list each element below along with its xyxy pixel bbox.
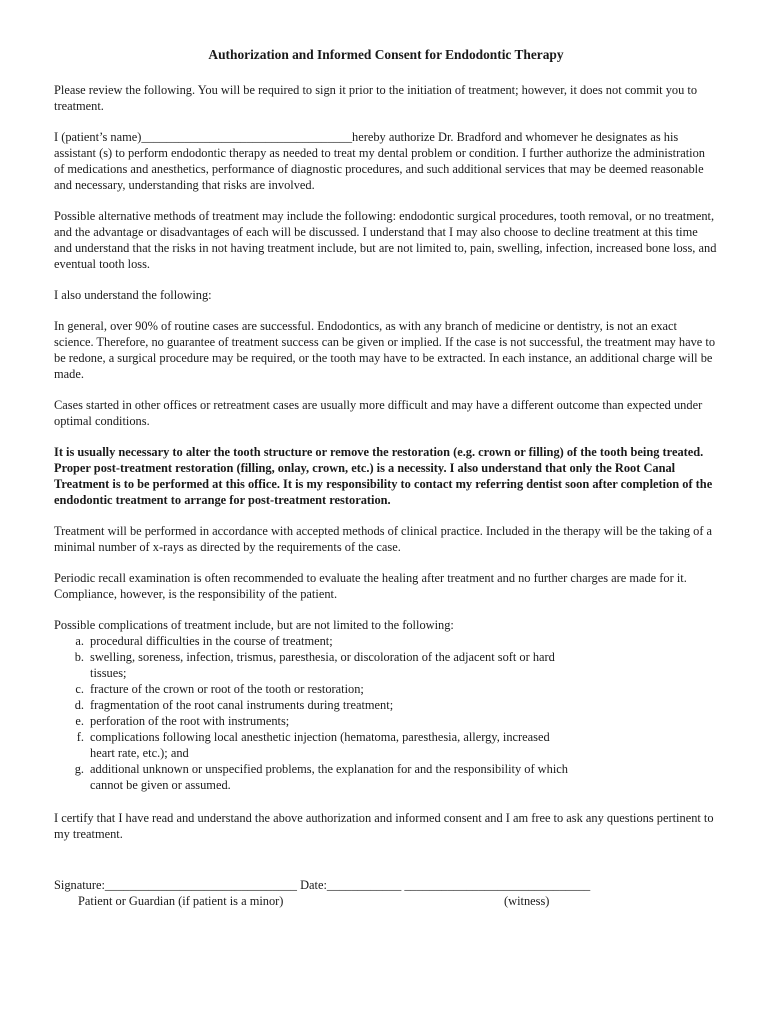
list-item-letter: d. <box>74 698 84 712</box>
consent-document <box>54 46 718 857</box>
list-item-text: complications following local anesthetic injection (hematoma, paresthesia, allergy, increased heart rate, etc.); and <box>90 730 550 760</box>
guardian-label: Patient or Guardian (if patient is a minor) <box>78 894 284 908</box>
list-item <box>54 649 718 681</box>
list-item <box>54 633 718 649</box>
list-item-letter: e. <box>75 714 84 728</box>
list-item-letter: a. <box>75 634 84 648</box>
authorization-paragraph: I (patient’s name)__________________________________hereby authorize Dr. Bradford and whomever he designates as his assistant (s) to perform endodontic therapy as needed to treat my dental problem or condition. I further authorize the administration of medications and anesthetics, performance of diagnostic procedures, and such additional services that may be deemed reasonable and necessary, understanding that risks are involved. <box>54 130 705 192</box>
intro-paragraph: Please review the following. You will be required to sign it prior to the initiation of treatment; however, it does not commit you to treatment. <box>54 83 698 113</box>
list-item-text: swelling, soreness, infection, trismus, paresthesia, or discoloration of the adjacent soft or hard tissues; <box>90 650 555 680</box>
recall-paragraph: Periodic recall examination is often recommended to evaluate the healing after treatment and no further charges are made for it. Compliance, however, is the responsibility of the patient. <box>54 571 687 601</box>
list-item-text: procedural difficulties in the course of treatment; <box>90 634 333 648</box>
complications-list <box>54 633 718 793</box>
certify-paragraph: I certify that I have read and understand the above authorization and informed consent and I am free to ask any questions pertinent to my treatment. <box>54 811 714 841</box>
list-item-text: perforation of the root with instruments; <box>90 714 290 728</box>
list-item <box>54 681 718 697</box>
alternatives-paragraph: Possible alternative methods of treatment may include the following: endodontic surgical procedures, tooth removal, or no treatment, and the advantage or disadvantages of each will be discussed. I understand that I may also choose to decline treatment at this time and understand that the risks in not having treatment include, but are not limited to, pain, swelling, infection, increased bone loss, and eventual tooth loss. <box>54 209 717 271</box>
complications-intro: Possible complications of treatment include, but are not limited to the following: <box>54 618 454 632</box>
other-offices-paragraph: Cases started in other offices or retreatment cases are usually more difficult and may have a different outcome than expected under optimal conditions. <box>54 398 703 428</box>
list-item-letter: b. <box>74 650 84 664</box>
methods-paragraph: Treatment will be performed in accordance with accepted methods of clinical practice. Included in the therapy will be the taking of a minimal number of x-rays as directed by the requirements of the case. <box>54 524 713 554</box>
list-item <box>54 761 718 793</box>
list-item <box>54 729 718 761</box>
restoration-paragraph: It is usually necessary to alter the tooth structure or remove the restoration (e.g. crown or filling) of the tooth being treated. Proper post-treatment restoration (filling, onlay, crown, etc.) is a necessity. I also understand that only the Root Canal Treatment is to be performed at this office. It is my responsibility to contact my referring dentist soon after completion of the endodontic treatment to arrange for post-treatment restoration. <box>54 445 713 507</box>
signature-labels <box>54 893 718 909</box>
list-item-letter: g. <box>74 762 84 776</box>
list-item-text: fracture of the crown or root of the tooth or restoration; <box>90 682 364 696</box>
list-item-text: additional unknown or unspecified problems, the explanation for and the responsibility of which cannot be given or assumed. <box>90 762 568 792</box>
witness-label: (witness) <box>504 894 550 908</box>
signature-line[interactable]: Signature:_______________________________ Date:____________ ______________________________ <box>54 878 591 892</box>
list-item-text: fragmentation of the root canal instruments during treatment; <box>90 698 394 712</box>
list-item <box>54 697 718 713</box>
signature-block <box>54 877 718 909</box>
list-item-letter: f. <box>76 730 84 744</box>
document-title: Authorization and Informed Consent for Endodontic Therapy <box>208 47 564 62</box>
also-understand-paragraph: I also understand the following: <box>54 288 212 302</box>
list-item-letter: c. <box>75 682 84 696</box>
list-item <box>54 713 718 729</box>
success-rate-paragraph: In general, over 90% of routine cases are successful. Endodontics, as with any branch of medicine or dentistry, is not an exact science. Therefore, no guarantee of treatment success can be given or implied. If the case is not successful, the treatment may have to be redone, a surgical procedure may be required, or the tooth may have to be extracted. In each instance, an additional charge will be made. <box>54 319 716 381</box>
